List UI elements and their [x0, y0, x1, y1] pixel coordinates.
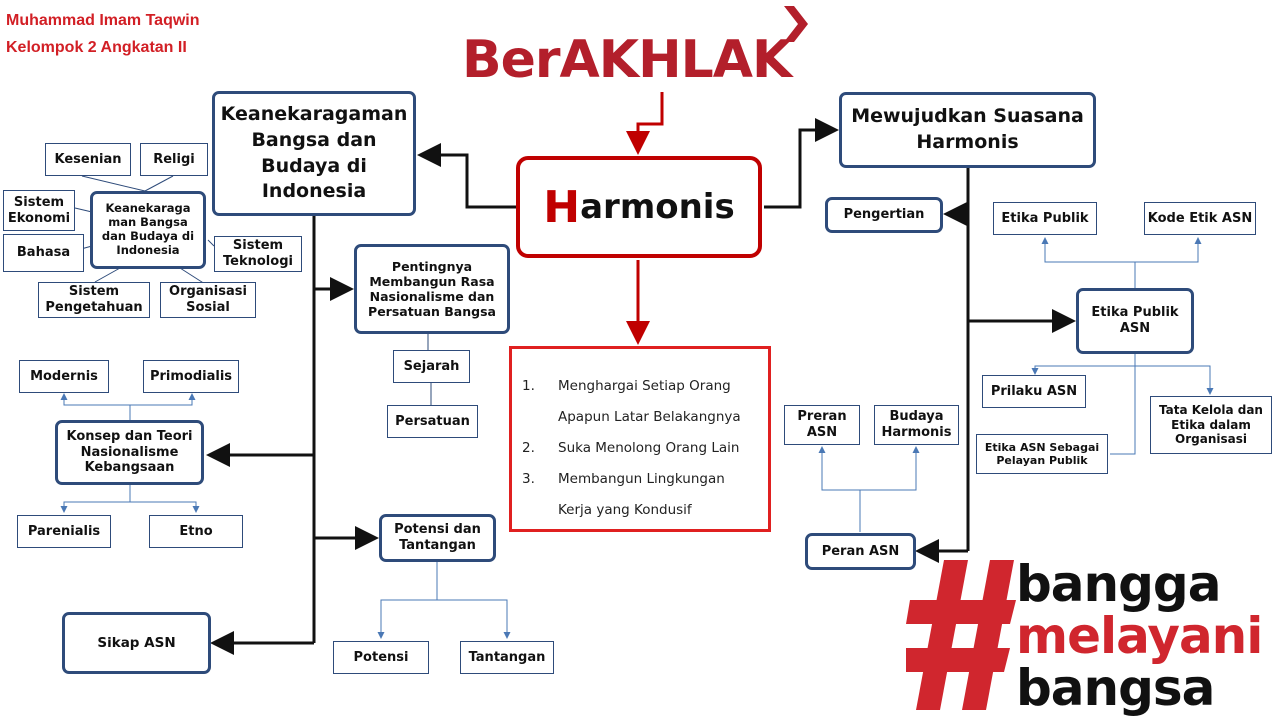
node-potensi: Potensi: [333, 641, 429, 674]
node-parenialis: Parenialis: [17, 515, 111, 548]
node-kesenian: Kesenian: [45, 143, 131, 176]
values-list-item: [522, 495, 760, 526]
author-name: Muhammad Imam Taqwin: [6, 12, 200, 29]
values-list-number: [522, 402, 558, 433]
values-list-text: Menghargai Setiap Orang: [558, 378, 731, 394]
values-list-text: Suka Menolong Orang Lain: [558, 440, 740, 456]
node-organisasi-sosial: Organisasi Sosial: [160, 282, 256, 318]
brand-text: BerAKHLAK: [462, 30, 792, 90]
harmonis-initial: H: [543, 181, 581, 233]
values-list-number: [522, 495, 558, 526]
node-etika-publik-asn: Etika Publik ASN: [1076, 288, 1194, 354]
node-sistem-teknologi: Sistem Teknologi: [214, 236, 302, 272]
node-sistem-pengetahuan: Sistem Pengetahuan: [38, 282, 150, 318]
node-primodialis: Primodialis: [143, 360, 239, 393]
tagline-word-3: bangsa: [1016, 659, 1215, 717]
values-list-text: Kerja yang Kondusif: [558, 502, 692, 518]
tagline-word-1: bangga: [1016, 555, 1221, 613]
values-list-item: [522, 464, 760, 495]
values-list-number: 1.: [522, 378, 535, 394]
node-persatuan: Persatuan: [387, 405, 478, 438]
node-sejarah: Sejarah: [393, 350, 470, 383]
node-budaya-harmonis: Budaya Harmonis: [874, 405, 959, 445]
node-pengertian: Pengertian: [825, 197, 943, 233]
hashtag-icon: [906, 560, 1016, 710]
right-main-topic: Mewujudkan Suasana Harmonis: [839, 92, 1096, 168]
values-list-item: [522, 402, 760, 433]
left-main-topic: Keanekaragaman Bangsa dan Budaya di Indonesia: [212, 91, 416, 216]
harmonis-center-box: [516, 156, 762, 258]
node-etika-pelayan-publik: Etika ASN Sebagai Pelayan Publik: [976, 434, 1108, 474]
node-potensi-tantangan: Potensi dan Tantangan: [379, 514, 496, 562]
values-list-item: [522, 433, 760, 464]
node-keanekaragaman-center: Keanekaraga man Bangsa dan Budaya di Indonesia: [90, 191, 206, 269]
harmonis-rest: armonis: [580, 187, 735, 227]
group-name: Kelompok 2 Angkatan II: [6, 39, 187, 56]
node-modernis: Modernis: [19, 360, 109, 393]
node-religi: Religi: [140, 143, 208, 176]
chevron-logo-icon: [780, 4, 810, 44]
values-list: [509, 346, 771, 532]
node-prilaku-asn: Prilaku ASN: [982, 375, 1086, 408]
node-sistem-ekonomi: Sistem Ekonomi: [3, 190, 75, 231]
node-kode-etik: Kode Etik ASN: [1144, 202, 1256, 235]
tagline-logo: [906, 555, 1263, 718]
values-list-item: [522, 371, 760, 402]
node-tantangan: Tantangan: [460, 641, 554, 674]
node-sikap-asn: Sikap ASN: [62, 612, 211, 674]
node-nasionalisme: Pentingnya Membangun Rasa Nasionalisme dan Persatuan Bangsa: [354, 244, 510, 334]
node-etika-publik: Etika Publik: [993, 202, 1097, 235]
node-peran-asn: Peran ASN: [805, 533, 916, 570]
node-preran-asn: Preran ASN: [784, 405, 860, 445]
tagline-word-2: melayani: [1016, 607, 1263, 665]
berakhlak-logo: [462, 30, 791, 90]
node-bahasa: Bahasa: [3, 234, 84, 272]
values-list-text: Membangun Lingkungan: [558, 471, 725, 487]
node-tata-kelola: Tata Kelola dan Etika dalam Organisasi: [1150, 396, 1272, 454]
node-konsep-teori: Konsep dan Teori Nasionalisme Kebangsaan: [55, 420, 204, 485]
values-list-text: Apapun Latar Belakangnya: [558, 409, 741, 425]
node-etno: Etno: [149, 515, 243, 548]
values-list-number: 3.: [522, 471, 535, 487]
values-list-number: 2.: [522, 440, 535, 456]
